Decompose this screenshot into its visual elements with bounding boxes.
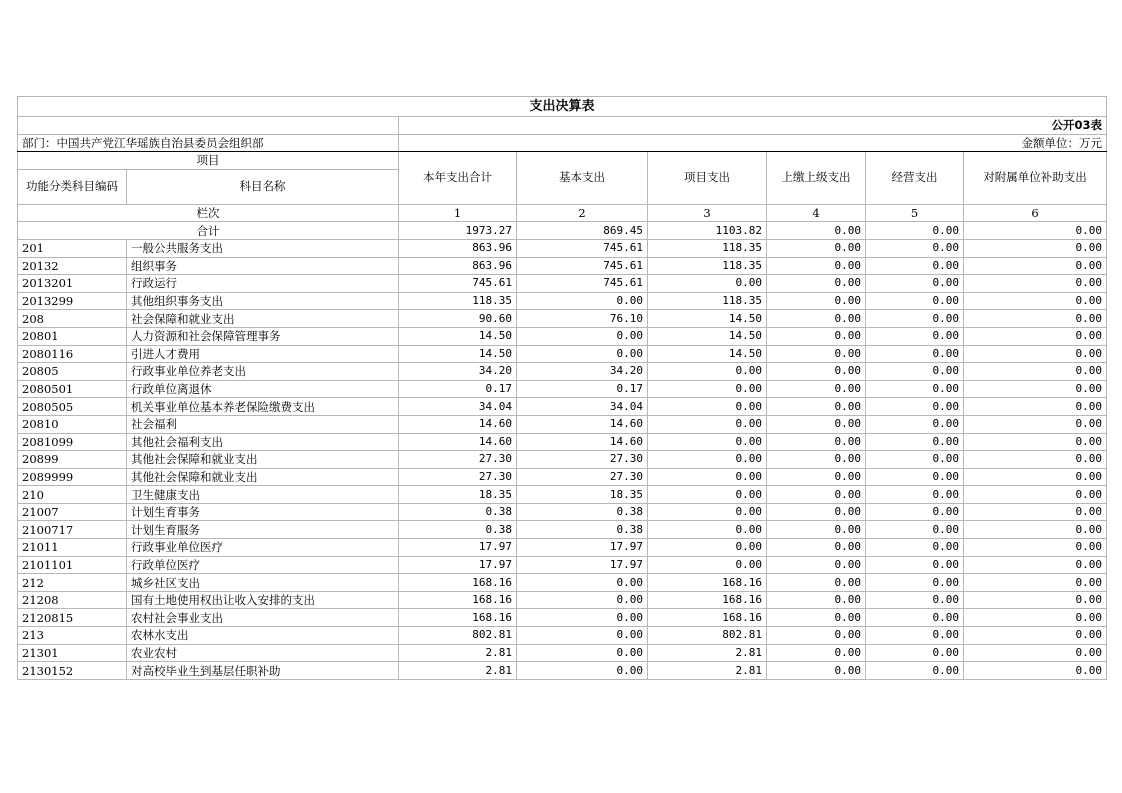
header-col-2: 基本支出: [517, 152, 648, 205]
amount-cell: 0.00: [767, 398, 866, 416]
subject-name: 农村社会事业支出: [127, 609, 399, 627]
amount-cell: 0.00: [517, 662, 648, 680]
amount-cell: 118.35: [648, 257, 767, 275]
expenditure-table: [17, 96, 1107, 680]
table-row: [18, 275, 1107, 293]
amount-cell: 0.00: [866, 591, 964, 609]
amount-cell: 0.00: [964, 451, 1107, 469]
amount-cell: 14.50: [648, 345, 767, 363]
subject-code: 212: [18, 574, 127, 592]
amount-cell: 0.00: [866, 503, 964, 521]
subject-name: 行政运行: [127, 275, 399, 293]
amount-cell: 0.00: [648, 433, 767, 451]
column-index-number: 6: [964, 204, 1107, 222]
amount-cell: 0.00: [866, 486, 964, 504]
subject-code: 2081099: [18, 433, 127, 451]
amount-cell: 0.00: [964, 486, 1107, 504]
subject-code: 21007: [18, 503, 127, 521]
amount-cell: 18.35: [517, 486, 648, 504]
subject-code: 201: [18, 239, 127, 257]
amount-cell: 0.00: [866, 257, 964, 275]
amount-cell: 0.00: [964, 539, 1107, 557]
total-label: 合计: [18, 222, 399, 240]
amount-cell: 0.00: [767, 539, 866, 557]
header-col-1: 本年支出合计: [399, 152, 517, 205]
subject-name: 计划生育事务: [127, 503, 399, 521]
amount-cell: 0.00: [964, 433, 1107, 451]
amount-cell: 34.20: [517, 363, 648, 381]
code-row: [18, 117, 1107, 135]
table-row: [18, 292, 1107, 310]
amount-cell: 0.00: [866, 239, 964, 257]
total-value: 1103.82: [648, 222, 767, 240]
subject-name: 机关事业单位基本养老保险缴费支出: [127, 398, 399, 416]
table-row: [18, 556, 1107, 574]
amount-cell: 14.50: [399, 345, 517, 363]
amount-cell: 168.16: [648, 574, 767, 592]
amount-cell: 2.81: [648, 662, 767, 680]
amount-cell: 745.61: [399, 275, 517, 293]
subject-name: 行政单位医疗: [127, 556, 399, 574]
subject-code: 20810: [18, 415, 127, 433]
amount-cell: 0.00: [866, 433, 964, 451]
amount-cell: 0.00: [964, 627, 1107, 645]
table-row: [18, 662, 1107, 680]
amount-cell: 0.00: [964, 415, 1107, 433]
amount-cell: 0.00: [866, 556, 964, 574]
amount-cell: 0.00: [767, 468, 866, 486]
subject-code: 20899: [18, 451, 127, 469]
subject-name: 社会保障和就业支出: [127, 310, 399, 328]
amount-cell: 0.00: [648, 451, 767, 469]
amount-cell: 0.00: [767, 556, 866, 574]
amount-cell: 863.96: [399, 239, 517, 257]
header-col-4: 上缴上级支出: [767, 152, 866, 205]
amount-cell: 34.04: [517, 398, 648, 416]
subject-name: 行政事业单位医疗: [127, 539, 399, 557]
amount-cell: 27.30: [399, 468, 517, 486]
amount-cell: 0.00: [964, 609, 1107, 627]
amount-cell: 0.00: [517, 327, 648, 345]
column-index-number: 3: [648, 204, 767, 222]
amount-cell: 168.16: [399, 609, 517, 627]
amount-cell: 17.97: [517, 556, 648, 574]
amount-cell: 0.00: [866, 327, 964, 345]
table-row: [18, 239, 1107, 257]
subject-name: 计划生育服务: [127, 521, 399, 539]
subject-code: 2013201: [18, 275, 127, 293]
amount-cell: 0.00: [866, 275, 964, 293]
table-row: [18, 644, 1107, 662]
amount-cell: 2.81: [648, 644, 767, 662]
department-row: [18, 134, 1107, 152]
amount-cell: 0.00: [648, 539, 767, 557]
total-value: 0.00: [767, 222, 866, 240]
amount-cell: 0.38: [517, 521, 648, 539]
amount-cell: 0.38: [399, 503, 517, 521]
header-item: 项目: [18, 152, 399, 170]
amount-cell: 0.00: [964, 345, 1107, 363]
table-row: [18, 451, 1107, 469]
subject-code: 21208: [18, 591, 127, 609]
subject-name: 人力资源和社会保障管理事务: [127, 327, 399, 345]
amount-cell: 0.00: [964, 398, 1107, 416]
table-row: [18, 433, 1107, 451]
amount-cell: 0.00: [648, 468, 767, 486]
amount-cell: 0.00: [767, 609, 866, 627]
subject-name: 行政单位离退休: [127, 380, 399, 398]
amount-cell: 18.35: [399, 486, 517, 504]
amount-cell: 0.00: [767, 662, 866, 680]
amount-cell: 76.10: [517, 310, 648, 328]
amount-cell: 0.00: [767, 644, 866, 662]
header-col-5: 经营支出: [866, 152, 964, 205]
amount-cell: 0.00: [866, 363, 964, 381]
amount-cell: 0.00: [767, 363, 866, 381]
amount-cell: 0.00: [648, 380, 767, 398]
table-row: [18, 257, 1107, 275]
subject-code: 208: [18, 310, 127, 328]
amount-cell: 0.00: [517, 574, 648, 592]
amount-cell: 2.81: [399, 644, 517, 662]
table-row: [18, 609, 1107, 627]
amount-cell: 0.00: [517, 591, 648, 609]
total-value: 1973.27: [399, 222, 517, 240]
amount-cell: 0.00: [767, 257, 866, 275]
amount-cell: 0.00: [964, 521, 1107, 539]
amount-cell: 0.00: [517, 609, 648, 627]
amount-cell: 0.00: [964, 556, 1107, 574]
amount-cell: 0.00: [964, 662, 1107, 680]
amount-cell: 0.00: [648, 486, 767, 504]
header-row-1: [18, 152, 1107, 170]
amount-cell: 0.00: [964, 380, 1107, 398]
amount-cell: 0.00: [964, 574, 1107, 592]
amount-cell: 14.60: [399, 433, 517, 451]
table-row: [18, 486, 1107, 504]
subject-name: 城乡社区支出: [127, 574, 399, 592]
total-value: 869.45: [517, 222, 648, 240]
table-row: [18, 521, 1107, 539]
subject-code: 2080116: [18, 345, 127, 363]
amount-cell: 17.97: [399, 539, 517, 557]
amount-cell: 168.16: [648, 609, 767, 627]
amount-cell: 27.30: [399, 451, 517, 469]
amount-cell: 0.00: [964, 644, 1107, 662]
amount-cell: 0.00: [866, 627, 964, 645]
amount-cell: 0.00: [767, 380, 866, 398]
amount-cell: 0.00: [767, 239, 866, 257]
amount-cell: 745.61: [517, 257, 648, 275]
amount-cell: 0.00: [964, 257, 1107, 275]
subject-code: 2080501: [18, 380, 127, 398]
amount-cell: 0.17: [517, 380, 648, 398]
subject-code: 2120815: [18, 609, 127, 627]
unit-label: 金额单位：万元: [399, 134, 1107, 152]
amount-cell: 0.00: [767, 292, 866, 310]
subject-code: 2080505: [18, 398, 127, 416]
amount-cell: 0.00: [767, 345, 866, 363]
amount-cell: 14.60: [399, 415, 517, 433]
subject-name: 农业农村: [127, 644, 399, 662]
amount-cell: 2.81: [399, 662, 517, 680]
subject-name: 其他社会保障和就业支出: [127, 451, 399, 469]
amount-cell: 0.00: [964, 275, 1107, 293]
subject-name: 其他组织事务支出: [127, 292, 399, 310]
subject-code: 21301: [18, 644, 127, 662]
amount-cell: 0.17: [399, 380, 517, 398]
total-value: 0.00: [964, 222, 1107, 240]
subject-code: 210: [18, 486, 127, 504]
subject-name: 对高校毕业生到基层任职补助: [127, 662, 399, 680]
total-value: 0.00: [866, 222, 964, 240]
amount-cell: 0.00: [517, 345, 648, 363]
header-col-6: 对附属单位补助支出: [964, 152, 1107, 205]
table-row: [18, 574, 1107, 592]
department-label: 部门：中国共产党江华瑶族自治县委员会组织部: [18, 134, 399, 152]
header-subject-name: 科目名称: [127, 169, 399, 204]
amount-cell: 0.00: [767, 503, 866, 521]
amount-cell: 0.00: [767, 327, 866, 345]
amount-cell: 802.81: [399, 627, 517, 645]
column-index-number: 1: [399, 204, 517, 222]
subject-code: 2089999: [18, 468, 127, 486]
column-index-row: [18, 204, 1107, 222]
subject-code: 2101101: [18, 556, 127, 574]
subject-code: 20801: [18, 327, 127, 345]
amount-cell: 168.16: [648, 591, 767, 609]
amount-cell: 168.16: [399, 574, 517, 592]
table-row: [18, 380, 1107, 398]
amount-cell: 0.00: [964, 292, 1107, 310]
amount-cell: 27.30: [517, 451, 648, 469]
amount-cell: 0.00: [866, 468, 964, 486]
amount-cell: 0.00: [866, 609, 964, 627]
amount-cell: 0.00: [767, 521, 866, 539]
subject-code: 20132: [18, 257, 127, 275]
table-title: 支出决算表: [18, 97, 1107, 117]
amount-cell: 0.00: [767, 451, 866, 469]
amount-cell: 0.00: [767, 574, 866, 592]
subject-name: 卫生健康支出: [127, 486, 399, 504]
amount-cell: 0.00: [648, 521, 767, 539]
subject-code: 213: [18, 627, 127, 645]
subject-name: 其他社会保障和就业支出: [127, 468, 399, 486]
amount-cell: 0.00: [964, 468, 1107, 486]
table-row: [18, 310, 1107, 328]
amount-cell: 118.35: [648, 292, 767, 310]
subject-code: 2013299: [18, 292, 127, 310]
amount-cell: 14.50: [648, 327, 767, 345]
amount-cell: 0.00: [767, 275, 866, 293]
amount-cell: 0.00: [866, 415, 964, 433]
amount-cell: 0.00: [866, 292, 964, 310]
amount-cell: 0.00: [517, 292, 648, 310]
amount-cell: 0.00: [866, 574, 964, 592]
subject-name: 社会福利: [127, 415, 399, 433]
amount-cell: 863.96: [399, 257, 517, 275]
subject-code: 2130152: [18, 662, 127, 680]
amount-cell: 0.00: [866, 345, 964, 363]
amount-cell: 0.00: [767, 415, 866, 433]
subject-name: 组织事务: [127, 257, 399, 275]
amount-cell: 168.16: [399, 591, 517, 609]
amount-cell: 0.00: [517, 644, 648, 662]
amount-cell: 14.50: [648, 310, 767, 328]
amount-cell: 0.00: [964, 239, 1107, 257]
amount-cell: 0.00: [866, 398, 964, 416]
amount-cell: 802.81: [648, 627, 767, 645]
subject-code: 20805: [18, 363, 127, 381]
subject-name: 行政事业单位养老支出: [127, 363, 399, 381]
table-row: [18, 503, 1107, 521]
amount-cell: 0.00: [648, 503, 767, 521]
table-row: [18, 539, 1107, 557]
amount-cell: 0.00: [866, 521, 964, 539]
amount-cell: 0.00: [866, 662, 964, 680]
amount-cell: 17.97: [399, 556, 517, 574]
amount-cell: 118.35: [648, 239, 767, 257]
amount-cell: 34.20: [399, 363, 517, 381]
amount-cell: 0.00: [866, 310, 964, 328]
amount-cell: 17.97: [517, 539, 648, 557]
amount-cell: 14.60: [517, 415, 648, 433]
blank-cell: [18, 117, 399, 135]
amount-cell: 0.00: [964, 591, 1107, 609]
amount-cell: 27.30: [517, 468, 648, 486]
subject-name: 引进人才费用: [127, 345, 399, 363]
amount-cell: 34.04: [399, 398, 517, 416]
amount-cell: 0.00: [648, 415, 767, 433]
expenditure-sheet: [17, 96, 1106, 680]
amount-cell: 0.00: [866, 644, 964, 662]
subject-code: 21011: [18, 539, 127, 557]
amount-cell: 0.00: [964, 503, 1107, 521]
amount-cell: 0.00: [866, 539, 964, 557]
table-row: [18, 327, 1107, 345]
subject-name: 农林水支出: [127, 627, 399, 645]
column-index-number: 4: [767, 204, 866, 222]
header-col-3: 项目支出: [648, 152, 767, 205]
amount-cell: 14.60: [517, 433, 648, 451]
table-code: 公开03表: [399, 117, 1107, 135]
column-index-label: 栏次: [18, 204, 399, 222]
amount-cell: 0.00: [648, 398, 767, 416]
amount-cell: 14.50: [399, 327, 517, 345]
header-func-code: 功能分类科目编码: [18, 169, 127, 204]
amount-cell: 0.00: [767, 591, 866, 609]
table-row: [18, 363, 1107, 381]
amount-cell: 0.00: [767, 433, 866, 451]
amount-cell: 118.35: [399, 292, 517, 310]
amount-cell: 0.00: [648, 275, 767, 293]
amount-cell: 0.38: [517, 503, 648, 521]
column-index-number: 2: [517, 204, 648, 222]
amount-cell: 745.61: [517, 275, 648, 293]
table-row: [18, 398, 1107, 416]
amount-cell: 90.60: [399, 310, 517, 328]
amount-cell: 0.00: [767, 310, 866, 328]
amount-cell: 0.38: [399, 521, 517, 539]
table-row: [18, 591, 1107, 609]
amount-cell: 0.00: [866, 451, 964, 469]
amount-cell: 0.00: [964, 310, 1107, 328]
table-row: [18, 627, 1107, 645]
column-index-number: 5: [866, 204, 964, 222]
title-row: [18, 97, 1107, 117]
amount-cell: 745.61: [517, 239, 648, 257]
table-row: [18, 415, 1107, 433]
amount-cell: 0.00: [648, 556, 767, 574]
amount-cell: 0.00: [648, 363, 767, 381]
amount-cell: 0.00: [517, 627, 648, 645]
amount-cell: 0.00: [964, 363, 1107, 381]
table-row: [18, 345, 1107, 363]
subject-code: 2100717: [18, 521, 127, 539]
subject-name: 国有土地使用权出让收入安排的支出: [127, 591, 399, 609]
subject-name: 其他社会福利支出: [127, 433, 399, 451]
table-row: [18, 468, 1107, 486]
amount-cell: 0.00: [767, 486, 866, 504]
total-row: [18, 222, 1107, 240]
amount-cell: 0.00: [767, 627, 866, 645]
subject-name: 一般公共服务支出: [127, 239, 399, 257]
amount-cell: 0.00: [866, 380, 964, 398]
amount-cell: 0.00: [964, 327, 1107, 345]
